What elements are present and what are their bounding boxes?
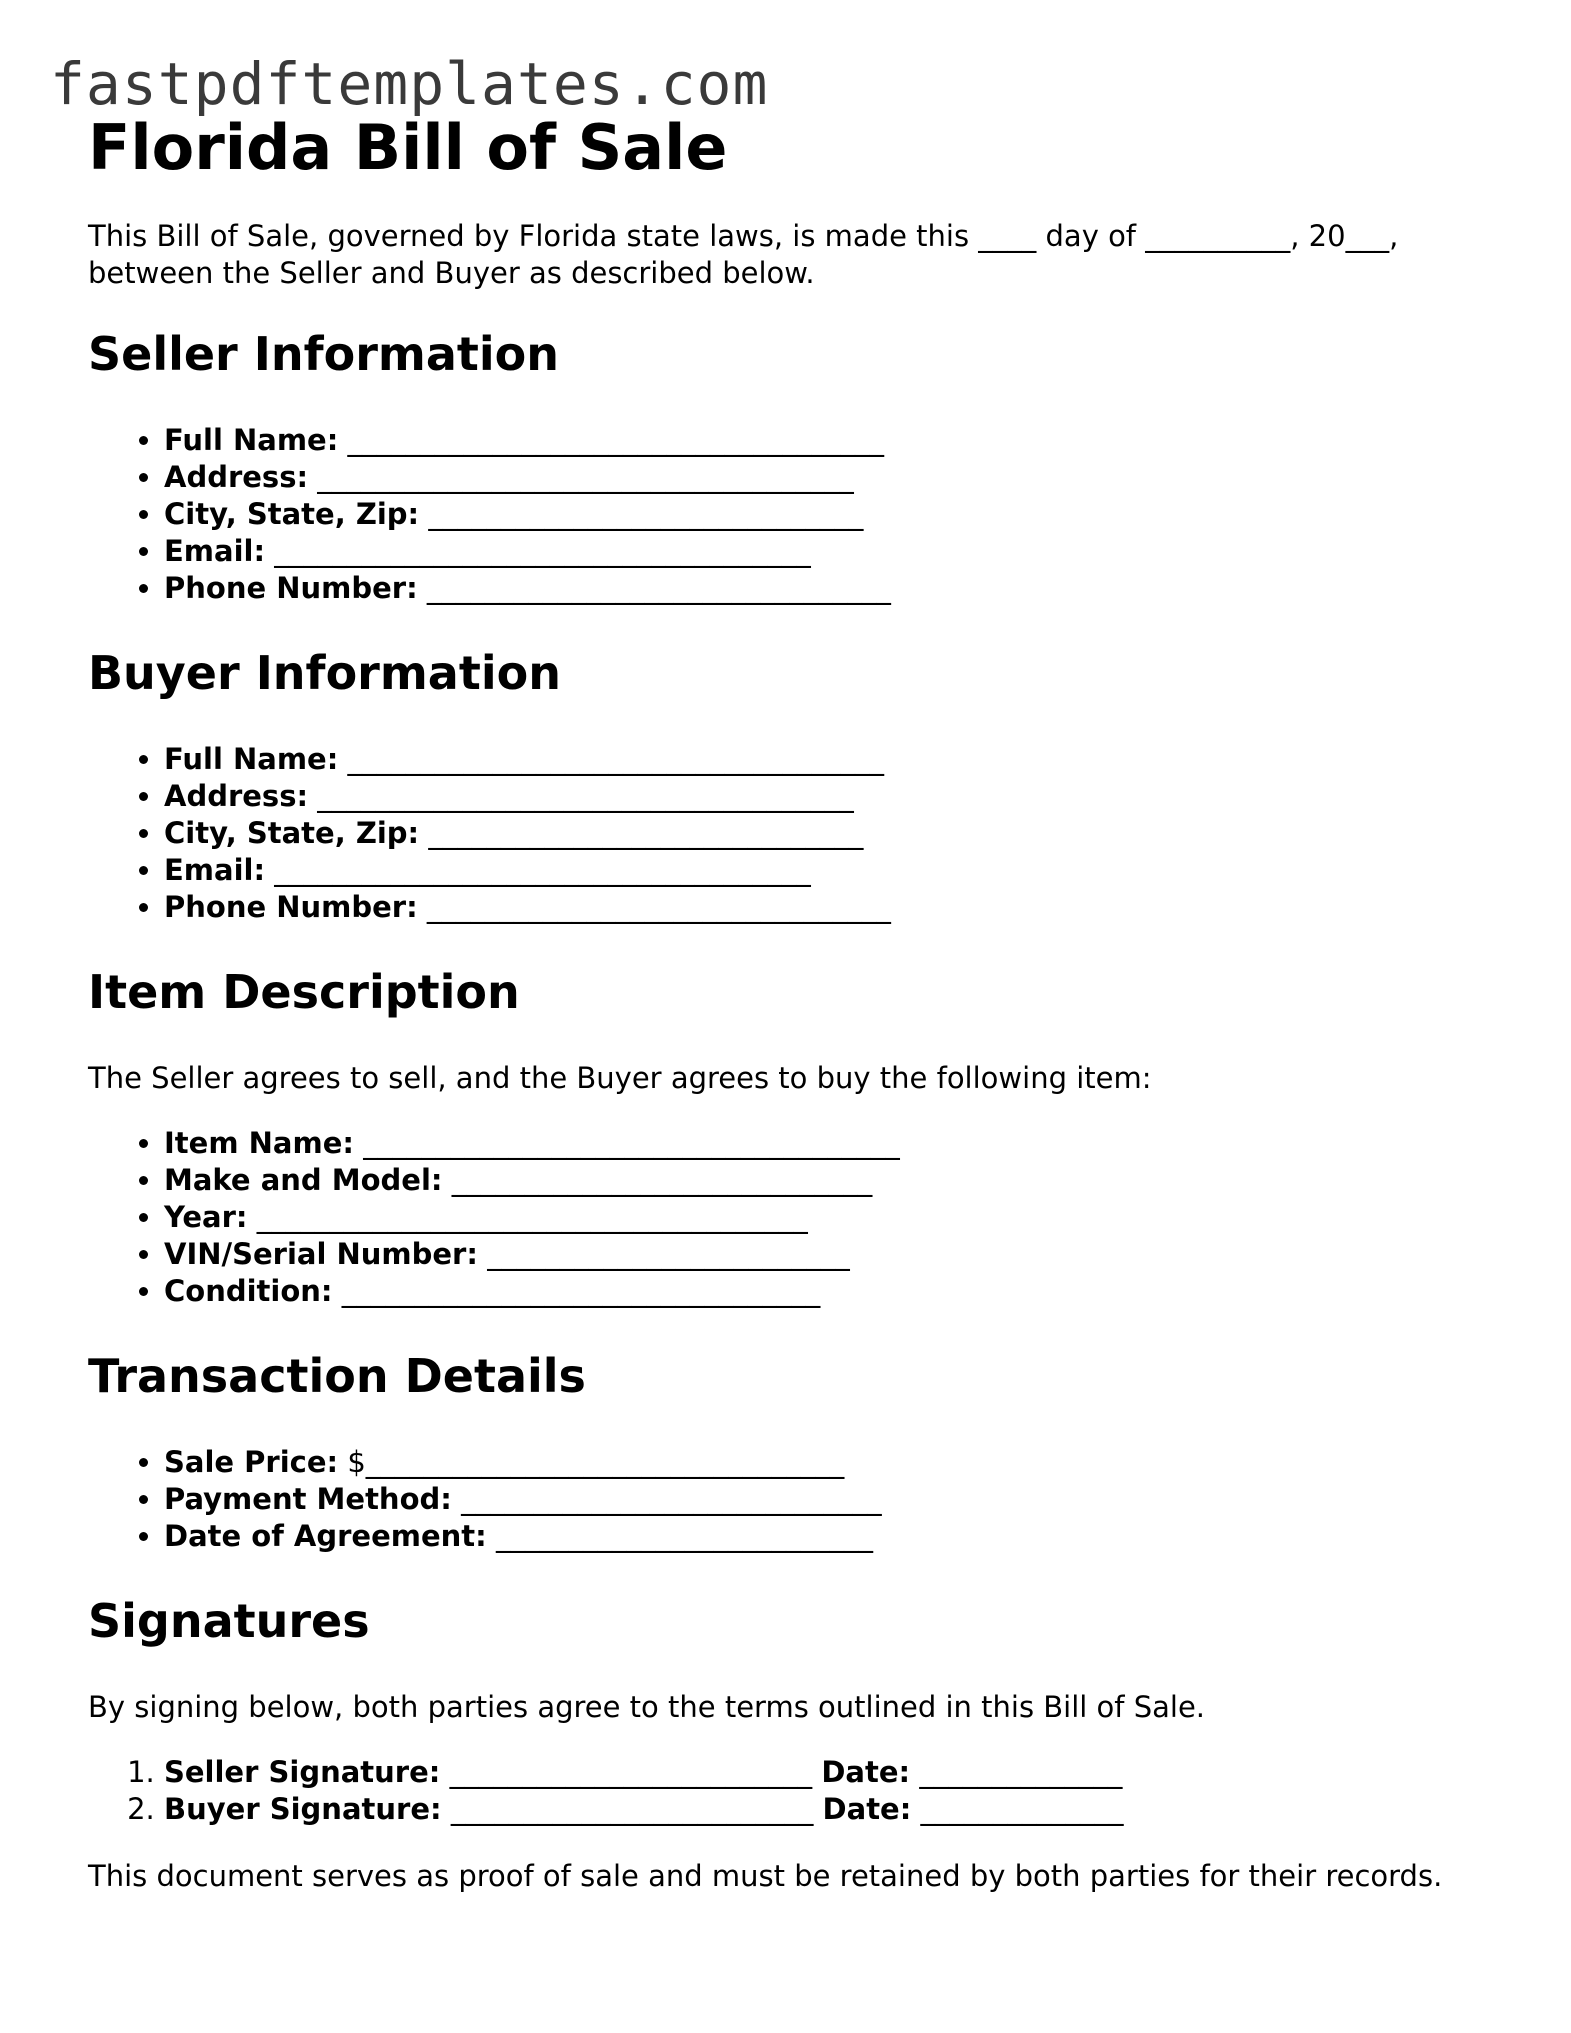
signature-blank[interactable]: _________________________ [449,1755,813,1789]
list-item [164,815,1488,852]
list-item [164,741,1488,778]
signature-blank[interactable]: _________________________ [450,1792,814,1826]
field-label: City, State, Zip: [164,816,420,850]
list-item [164,1236,1488,1273]
list-item [164,533,1488,570]
field-label: Seller Signature: [164,1755,441,1789]
fill-in-blank[interactable]: _____________________________ [451,1163,873,1197]
list-item [164,1518,1488,1555]
document [88,108,1488,1895]
item-description-text: The Seller agrees to sell, and the Buyer agrees to buy the following item: [88,1061,1152,1095]
list-item [164,1273,1488,1310]
fill-in-blank[interactable]: _________________________ [487,1237,850,1271]
document-title: Florida Bill of Sale [88,111,728,184]
field-label: Full Name: [164,742,339,776]
field-label: VIN/Serial Number: [164,1237,478,1271]
signature-list [88,1754,1488,1828]
field-label: Phone Number: [164,890,418,924]
field-label: Address: [164,460,309,494]
field-label: Email: [164,853,266,887]
date-blank[interactable]: ______________ [920,1792,1124,1826]
fill-in-blank[interactable]: _____________________________________ [274,853,811,887]
list-item [164,1125,1488,1162]
date-label: Date: [822,1792,912,1826]
closing-paragraph: This document serves as proof of sale and must be retained by both parties for their records. [88,1859,1443,1893]
list-item [164,1162,1488,1199]
field-label: Buyer Signature: [164,1792,442,1826]
fill-in-blank[interactable]: _____________________________________ [317,460,854,494]
fill-in-blank[interactable]: _____________________________________ [347,423,885,457]
list-item [164,422,1488,459]
fill-in-blank[interactable]: ________________________________ [426,571,891,605]
date-label: Date: [821,1755,911,1789]
fill-in-blank[interactable]: _____________________________________ [317,779,854,813]
fill-in-blank[interactable]: ______________________________ [428,497,864,531]
field-label: Date of Agreement: [164,1519,487,1553]
fill-in-blank[interactable]: _____________________________________ [347,742,885,776]
fill-in-blank[interactable]: _________________________________ [341,1274,821,1308]
intro-paragraph: This Bill of Sale, governed by Florida state laws, is made this ____ day of __________, 20___, between the Seller and Buyer as described below. [88,219,1399,290]
signatures-heading: Signatures [88,1594,370,1648]
transaction-field-list [88,1444,1488,1555]
fill-in-blank[interactable]: _____________________________ [461,1482,882,1516]
list-item [164,1444,1488,1481]
list-item [164,852,1488,889]
field-label: Full Name: [164,423,339,457]
item-heading: Item Description [88,965,520,1019]
fill-in-blank[interactable]: ________________________________ [426,890,891,924]
buyer-field-list [88,741,1488,926]
fill-in-blank[interactable]: $_________________________________ [347,1445,845,1479]
list-item [164,1199,1488,1236]
list-item [164,1481,1488,1518]
buyer-heading: Buyer Information [88,646,561,700]
field-label: Make and Model: [164,1163,443,1197]
list-item [164,1754,1488,1791]
fill-in-blank[interactable]: _____________________________________ [274,534,811,568]
watermark: fastpdftemplates.com [50,50,769,118]
fill-in-blank[interactable]: ______________________________________ [256,1200,808,1234]
list-item [164,459,1488,496]
fill-in-blank[interactable]: ______________________________ [428,816,864,850]
signatures-text: By signing below, both parties agree to the terms outlined in this Bill of Sale. [88,1690,1206,1724]
transaction-heading: Transaction Details [88,1349,586,1403]
list-item [164,778,1488,815]
field-label: Payment Method: [164,1482,452,1516]
field-label: Phone Number: [164,571,418,605]
field-label: Year: [164,1200,248,1234]
field-label: Email: [164,534,266,568]
list-item [164,570,1488,607]
seller-field-list [88,422,1488,607]
field-label: Condition: [164,1274,333,1308]
fill-in-blank[interactable]: _____________________________________ [363,1126,900,1160]
field-label: Address: [164,779,309,813]
field-label: Sale Price: [164,1445,339,1479]
field-label: Item Name: [164,1126,354,1160]
field-label: City, State, Zip: [164,497,420,531]
list-item [164,1791,1488,1828]
item-field-list [88,1125,1488,1310]
list-item [164,889,1488,926]
fill-in-blank[interactable]: __________________________ [495,1519,873,1553]
seller-heading: Seller Information [88,327,560,381]
list-item [164,496,1488,533]
date-blank[interactable]: ______________ [919,1755,1123,1789]
